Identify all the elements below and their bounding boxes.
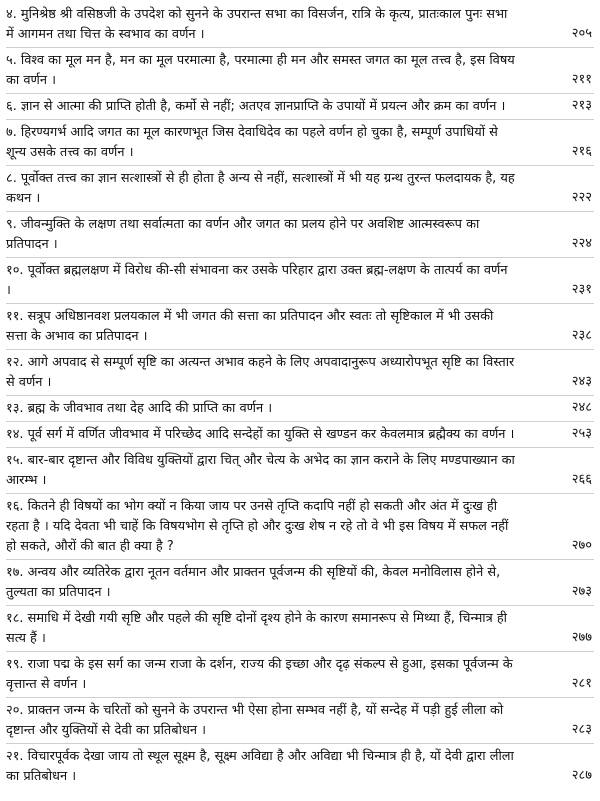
toc-page-number: २११ (571, 72, 592, 87)
toc-page-number: २३१ (571, 282, 592, 297)
toc-entry-text: ४. मुनिश्रेष्ठ श्री वसिष्ठजी के उपदेश को सुनने के उपरान्त सभा का विसर्जन, रात्रि के कृत्य, प्रातःकाल पुनः सभा में आगमन तथा चित्त के स्वभाव का वर्णन । (6, 7, 508, 42)
toc-entry (6, 560, 594, 606)
toc-entry-text: १७. अन्वय और व्यतिरेक द्वारा नूतन वर्तमान और प्राक्तन पूर्वजन्म की सृष्टियों की, केवल मनोविलास होने से, तुल्यता का प्रतिपादन । (6, 565, 501, 600)
toc-page-number: २८७ (571, 768, 592, 783)
toc-entry-text: ७. हिरण्यगर्भ आदि जगत का मूल कारणभूत जिस देवाधिदेव का पहले वर्णन हो चुका है, सम्पूर्ण उपाधियों से शून्य उसके तत्त्व का वर्णन । (6, 125, 498, 160)
toc-entry-text: ११. सत्रूप अधिष्ठानवश प्रलयकाल में भी जगत की सत्ता का प्रतिपादन और स्वतः तो सृष्टिकाल में भी उसकी सत्ता के अभाव का प्रतिपादन । (6, 309, 494, 344)
toc-entry (6, 94, 594, 120)
toc-entry (6, 744, 594, 789)
toc-entry-text: १८. समाधि में देखी गयी सृष्टि और पहले की सृष्टि दोनों दृश्य होने के कारण समानरूप से मिथ्या हैं, चिन्मात्र ही सत्य हैं । (6, 611, 508, 646)
toc-entry-text: २०. प्राक्तन जन्म के चरितों को सुनने के उपरान्त भी ऐसा होना सम्भव नहीं है, यों सन्देह में पड़ी हुई लीला को दृष्टान्त और युक्तियों से देवी का प्रतिबोधन । (6, 703, 504, 738)
toc-page-number: २८३ (571, 722, 592, 737)
toc-entry (6, 606, 594, 652)
toc-entry-text: ५. विश्व का मूल मन है, मन का मूल परमात्मा है, परमात्मा ही मन और समस्त जगत का मूल तत्त्व है, इस विषय का वर्णन । (6, 53, 515, 88)
toc-entry-text: १२. आगे अपवाद से सम्पूर्ण सृष्टि का अत्यन्त अभाव कहने के लिए अपवादानुरूप अध्यारोपभूत सृष्टि का विस्तार से वर्णन । (6, 355, 515, 390)
toc-entry-text: ८. पूर्वोक्त तत्त्व का ज्ञान सत्शास्त्रों से ही होता है अन्य से नहीं, सत्शास्त्रों में भी यह ग्रन्थ तुरन्त फलदायक है, यह कथन । (6, 171, 515, 206)
toc-page-number: २२२ (571, 190, 592, 205)
toc-entry (6, 304, 594, 350)
toc-entry-text: ६. ज्ञान से आत्मा की प्राप्ति होती है, कर्मो से नहीं; अतएव ज्ञानप्राप्ति के उपायों में प्रयत्न और क्रम का वर्णन । (6, 99, 506, 114)
toc-entry (6, 698, 594, 744)
toc-entry-text: १५. बार-बार दृष्टान्त और विविध युक्तियों द्वारा चित् और चेत्य के अभेद का ज्ञान कराने के लिए मण्डपाख्यान का आरम्भ । (6, 453, 515, 488)
toc-entry (6, 494, 594, 560)
toc-page-number: २२४ (571, 236, 592, 251)
toc-entry (6, 350, 594, 396)
toc-entry-text: ९. जीवन्मुक्ति के लक्षण तथा सर्वात्मता का वर्णन और जगत का प्रलय होने पर अवशिष्ट आत्मस्वरूप का प्रतिपादन । (6, 217, 480, 252)
toc-entry (6, 120, 594, 166)
toc-entry-text: १९. राजा पद्म के इस सर्ग का जन्म राजा के दर्शन, राज्य की इच्छा और दृढ़ संकल्प से हुआ, इसका पूर्वजन्म के वृत्तान्त से वर्णन । (6, 657, 513, 692)
toc-page-number: २८१ (571, 676, 592, 691)
toc-entry (6, 212, 594, 258)
toc-entry (6, 422, 594, 448)
toc-page-number: २६६ (571, 472, 592, 487)
toc-page-number: २०५ (571, 26, 592, 41)
toc-entry-text: १६. कितने ही विषयों का भोग क्यों न किया जाय पर उनसे तृप्ति कदापि नहीं हो सकती और अंत में दुःख ही रहता है । यदि देवता भी चाहें कि विषयभोग से तृप्ति हो और दुःख शेष न रहे तो वे भी इस विषय में सफल नहीं हो सकते, औरों की बात ही क्या है ? (6, 499, 509, 554)
toc-entry (6, 396, 594, 422)
toc-entry (6, 166, 594, 212)
toc-entry (6, 652, 594, 698)
toc-entry (6, 258, 594, 304)
toc-entry (6, 48, 594, 94)
toc-entry (6, 448, 594, 494)
toc-page-number: २७७ (571, 630, 592, 645)
table-of-contents (6, 2, 594, 789)
toc-entry-text: १३. ब्रह्म के जीवभाव तथा देह आदि की प्राप्ति का वर्णन । (6, 401, 273, 416)
toc-page-number: २३८ (571, 328, 592, 343)
toc-entry-text: २१. विचारपूर्वक देखा जाय तो स्थूल सूक्ष्म है, सूक्ष्म अविद्या है और अविद्या भी चिन्मात्र ही है, यों देवी द्वारा लीला का प्रतिबोधन । (6, 749, 514, 784)
toc-page-number: २५३ (571, 426, 592, 441)
toc-page-number: २१६ (571, 144, 592, 159)
toc-page-number: २४८ (571, 400, 592, 415)
toc-entry (6, 2, 594, 48)
toc-page-number: २७० (571, 538, 592, 553)
toc-page-number: २७३ (571, 584, 592, 599)
toc-entry-text: १०. पूर्वोक्त ब्रह्मलक्षण में विरोध की-सी संभावना कर उसके परिहार द्वारा उक्त ब्रह्म-लक्षण के तात्पर्य का वर्णन । (6, 263, 508, 298)
toc-page-number: २४३ (571, 374, 592, 389)
toc-entry-text: १४. पूर्व सर्ग में वर्णित जीवभाव में परिच्छेद आदि सन्देहों का युक्ति से खण्डन कर केवलमात्र ब्रह्मैक्य का वर्णन । (6, 427, 515, 442)
toc-page-number: २१३ (571, 98, 592, 113)
